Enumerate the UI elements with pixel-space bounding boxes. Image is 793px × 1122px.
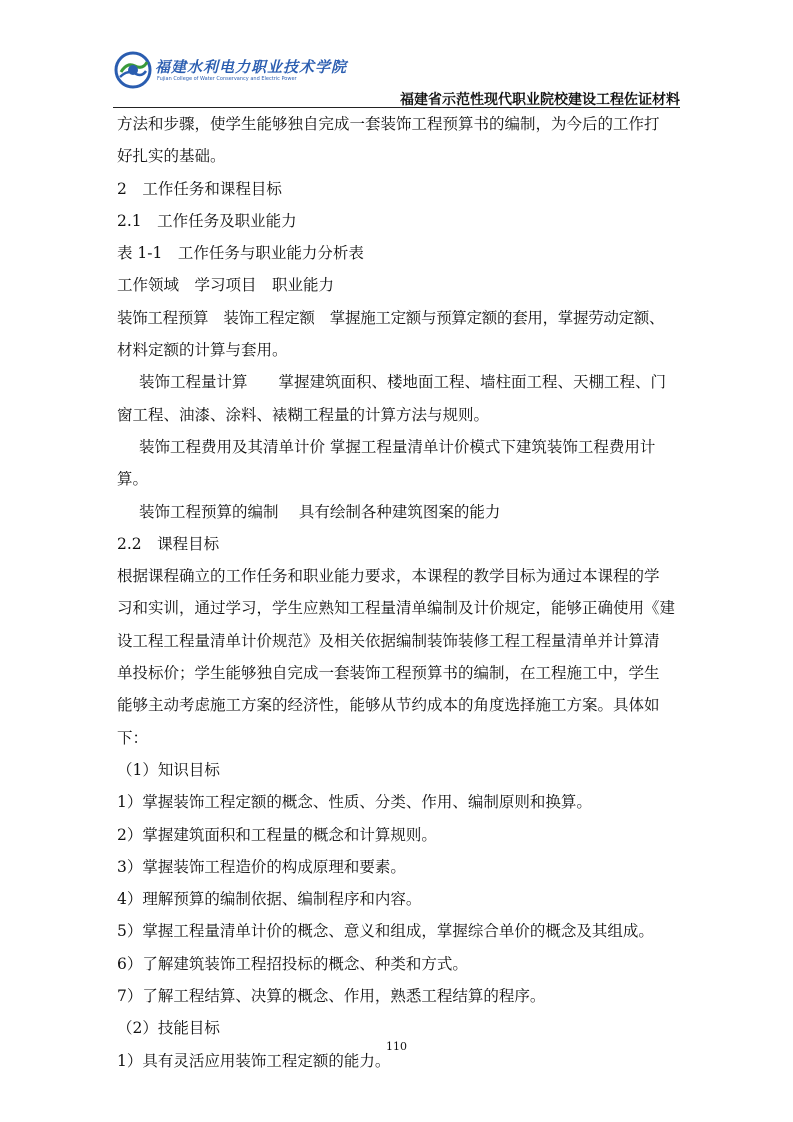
paragraph: 单投标价；学生能够独自完成一套装饰工程预算书的编制，在工程施工中，学生 bbox=[117, 664, 660, 683]
college-emblem-icon bbox=[113, 50, 153, 90]
table-header-row: 工作领域 学习项目 职业能力 bbox=[117, 276, 335, 295]
list-item: 6）了解建筑装饰工程招投标的概念、种类和方式。 bbox=[117, 954, 468, 973]
list-item: 1）具有灵活应用装饰工程定额的能力。 bbox=[117, 1051, 391, 1070]
paragraph: 习和实训，通过学习，学生应熟知工程量清单编制及计价规定，能够正确使用《建 bbox=[117, 599, 676, 618]
college-logo bbox=[113, 50, 348, 94]
paragraph: 根据课程确立的工作任务和职业能力要求，本课程的教学目标为通过本课程的学 bbox=[117, 567, 660, 586]
paragraph: 方法和步骤，使学生能够独自完成一套装饰工程预算书的编制，为今后的工作打 bbox=[117, 115, 660, 133]
table-row-text: 装饰工程预算 装饰工程定额 掌握施工定额与预算定额的套用，掌握劳动定额、 bbox=[117, 308, 665, 327]
list-heading: （1）知识目标 bbox=[117, 760, 220, 779]
page-number: 110 bbox=[386, 1040, 407, 1053]
page-header bbox=[0, 0, 793, 108]
subsection-heading: 2.1 工作任务及职业能力 bbox=[117, 211, 297, 230]
table-row-text: 算。 bbox=[117, 470, 149, 489]
paragraph: 好扎实的基础。 bbox=[117, 147, 226, 166]
list-item: 7）了解工程结算、决算的概念、作用，熟悉工程结算的程序。 bbox=[117, 987, 546, 1006]
table-row-text: 装饰工程费用及其清单计价 掌握工程量清单计价模式下建筑装饰工程费用计 bbox=[139, 437, 656, 456]
table-row-text: 装饰工程量计算 掌握建筑面积、楼地面工程、墙柱面工程、天棚工程、门 bbox=[139, 373, 667, 392]
list-item: 3）掌握装饰工程造价的构成原理和要素。 bbox=[117, 857, 406, 876]
table-row-text: 窗工程、油漆、涂料、裱糊工程量的计算方法与规则。 bbox=[117, 405, 490, 424]
list-item: 4）理解预算的编制依据、编制程序和内容。 bbox=[117, 890, 422, 909]
subsection-heading: 2.2 课程目标 bbox=[117, 534, 220, 553]
list-heading: （2）技能目标 bbox=[117, 1019, 220, 1038]
paragraph: 能够主动考虑施工方案的经济性，能够从节约成本的角度选择施工方案。具体如 bbox=[117, 696, 660, 715]
list-item: 1）掌握装饰工程定额的概念、性质、分类、作用、编制原则和换算。 bbox=[117, 793, 592, 812]
logo-subtext: Fujian College of Water Conservancy and Electric Power bbox=[157, 76, 297, 82]
document-body bbox=[117, 108, 690, 1077]
section-heading: 2 工作任务和课程目标 bbox=[117, 179, 282, 198]
list-item: 2）掌握建筑面积和工程量的概念和计算规则。 bbox=[117, 825, 437, 844]
header-title: 福建省示范性现代职业院校建设工程佐证材料 bbox=[400, 92, 680, 108]
logo-text: 福建水利电力职业技术学院 bbox=[155, 58, 348, 76]
paragraph: 下： bbox=[117, 728, 149, 747]
table-row-text: 材料定额的计算与套用。 bbox=[117, 341, 288, 360]
list-item: 5）掌握工程量清单计价的概念、意义和组成，掌握综合单价的概念及其组成。 bbox=[117, 922, 654, 941]
table-row-text: 装饰工程预算的编制 具有绘制各种建筑图案的能力 bbox=[139, 502, 501, 521]
paragraph: 设工程工程量清单计价规范》及相关依据编制装饰装修工程工程量清单并计算清 bbox=[117, 631, 660, 650]
table-caption: 表 1-1 工作任务与职业能力分析表 bbox=[117, 244, 364, 263]
